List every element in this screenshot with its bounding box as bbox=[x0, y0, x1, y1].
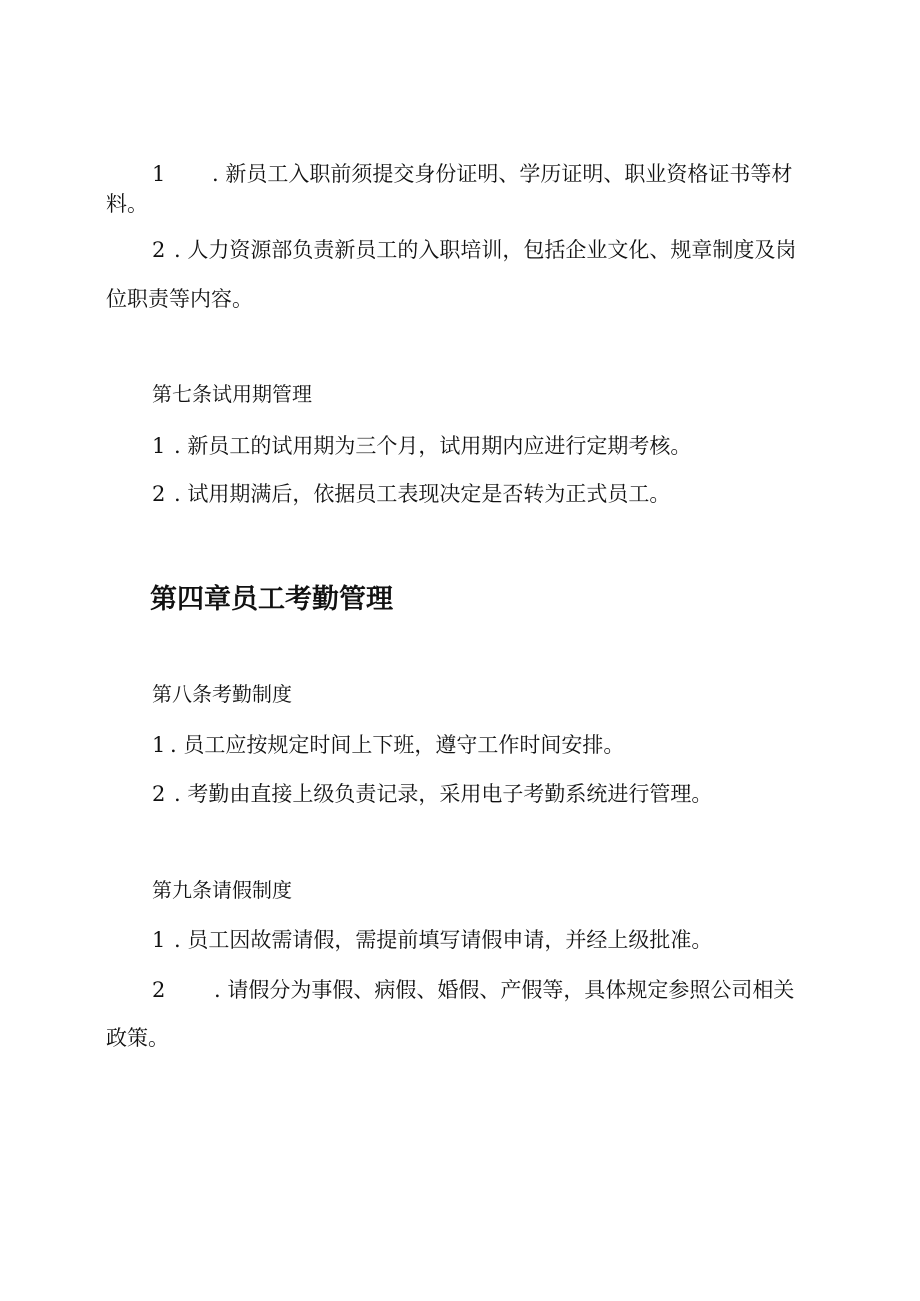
list-text: . 考勤由直接上级负责记录，采用电子考勤系统进行管理。 bbox=[174, 782, 713, 806]
list-text: 位职责等内容。 bbox=[106, 287, 253, 311]
chapter4-title: 第四章员工考勤管理 bbox=[150, 584, 393, 615]
article8-title: 第八条考勤制度 bbox=[152, 682, 292, 706]
list-number: 2 bbox=[152, 482, 166, 506]
list-number: 1 bbox=[152, 928, 166, 952]
list-text: . 试用期满后，依据员工表现决定是否转为正式员工。 bbox=[174, 482, 671, 506]
list-number: 2 bbox=[152, 782, 166, 806]
list-text: . 请假分为事假、病假、婚假、产假等，具体规定参照公司相关 bbox=[214, 978, 795, 1002]
list-text: 料。 bbox=[106, 192, 148, 216]
list-number: 2 bbox=[152, 238, 166, 262]
list-number: 1 bbox=[152, 162, 166, 186]
article7-title: 第七条试用期管理 bbox=[152, 382, 312, 406]
list-text: . 员工因故需请假，需提前填写请假申请，并经上级批准。 bbox=[174, 928, 713, 952]
list-text: . 人力资源部负责新员工的入职培训，包括企业文化、规章制度及岗 bbox=[174, 238, 797, 262]
article9-title: 第九条请假制度 bbox=[152, 878, 292, 902]
list-text: 政策。 bbox=[106, 1026, 169, 1050]
list-text: . 新员工入职前须提交身份证明、学历证明、职业资格证书等材 bbox=[212, 162, 793, 186]
list-number: 1 bbox=[152, 434, 166, 458]
list-number: 2 bbox=[152, 978, 166, 1002]
list-number: 1 bbox=[152, 733, 166, 757]
list-text: . 员工应按规定时间上下班，遵守工作时间安排。 bbox=[170, 733, 625, 757]
list-text: . 新员工的试用期为三个月，试用期内应进行定期考核。 bbox=[174, 434, 692, 458]
